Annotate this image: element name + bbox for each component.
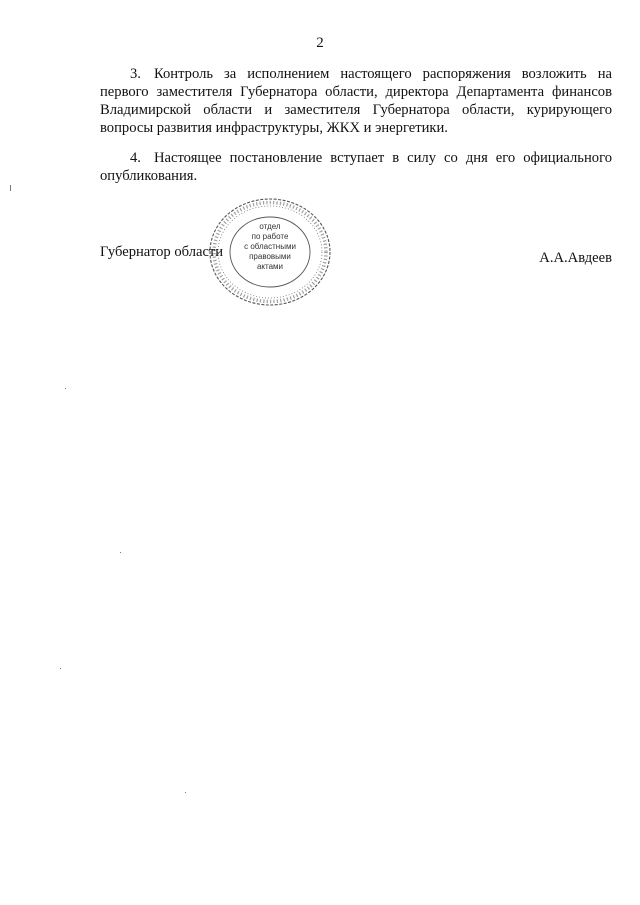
- paragraph-4: [100, 149, 612, 185]
- paragraph-text: Настоящее постановление вступает в силу со дня его официального опубликования.: [100, 150, 612, 184]
- signature-block: [100, 244, 612, 264]
- stamp-line: правовыми: [249, 252, 291, 261]
- stamp-line: с областными: [244, 242, 296, 251]
- stamp-line: актами: [256, 262, 284, 271]
- paragraph-number: 4.: [130, 150, 141, 166]
- scan-speck: [185, 792, 186, 793]
- scan-speck: [10, 185, 11, 191]
- paragraph-number: 3.: [130, 66, 141, 82]
- page-number: 2: [316, 35, 324, 51]
- scan-speck: [65, 388, 66, 389]
- scan-speck: [120, 552, 121, 553]
- document-body: [100, 65, 612, 197]
- signatory-title: Губернатор области: [100, 244, 224, 260]
- stamp-line: по работе: [251, 232, 289, 241]
- scan-speck: [60, 668, 61, 669]
- signatory-name: А.А.Авдеев: [539, 250, 612, 266]
- paragraph-3: [100, 65, 612, 137]
- stamp-line: отдел: [259, 222, 281, 231]
- paragraph-text: Контроль за исполнением настоящего распоряжения возложить на первого заместителя Губернатора области, директора Департамента финансов Владимирской области и заместителя Губернатора области, курирующего вопросы развития инфраструктуры, ЖКХ и энергетики.: [100, 66, 612, 136]
